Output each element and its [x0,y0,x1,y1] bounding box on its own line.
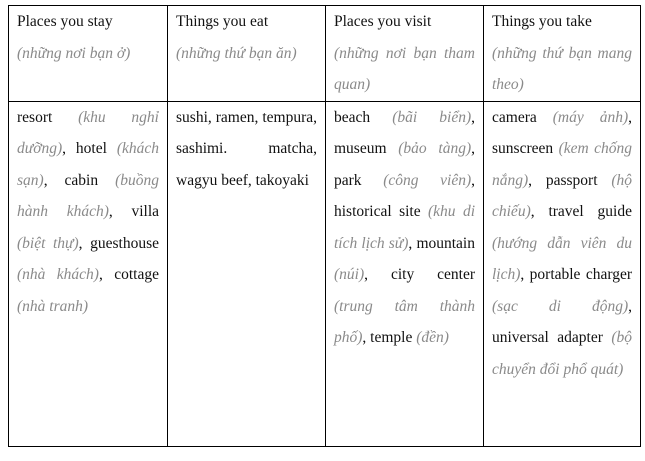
vocab-translation: (bảo tàng) [398,140,472,157]
vocab-word: museum [334,140,387,157]
vocab-word: universal adapter [492,329,603,346]
vocab-translation: (khách sạn) [17,140,159,189]
vocab-word: portable charger [529,266,632,283]
header-cell-stay [9,6,168,102]
column-title-eat: Things you eat [176,13,269,30]
column-title-visit: Places you visit [334,13,432,30]
vocab-separator: , [628,297,632,315]
vocab-translation: (bãi biển) [392,108,472,126]
vocab-word: temple [370,329,413,346]
vocabulary-table [8,5,641,447]
body-row [9,101,641,446]
cell-stay [9,101,168,446]
vocab-word: park [334,171,362,189]
vocab-word: villa [131,203,160,220]
cell-visit [326,101,484,446]
vocab-word: resort [17,108,53,126]
vocab-translation: (kem chống nắng) [492,140,632,189]
vocab-separator: , [471,171,475,189]
vocab-separator: , [62,140,76,157]
vocab-word: hotel [75,140,107,157]
vocab-separator: , [530,203,549,220]
vocab-separator: , [520,266,530,283]
header-cell-eat [168,6,326,102]
column-title-take: Things you take [492,13,592,30]
vocab-separator: , [528,171,546,189]
vocab-separator: , [471,108,475,126]
vocab-separator: , [362,329,371,346]
vocab-separator: , [108,203,132,220]
vocab-word: cottage [114,266,159,283]
vocab-separator: , [408,234,417,252]
vocab-word: guesthouse [90,234,159,252]
column-title-stay: Places you stay [17,13,113,30]
column-subtitle-eat: (những thứ bạn ăn) [176,44,297,62]
header-cell-visit [326,6,484,102]
vocab-translation: (biệt thự) [17,234,79,252]
vocab-word: mountain [416,234,475,252]
vocab-translation: (trung tâm thành phố) [334,297,475,346]
vocab-translation: (hộ chiếu) [492,171,633,220]
vocab-separator: , [364,266,391,283]
vocab-separator: , [471,140,475,157]
column-subtitle-take: (những thứ bạn mang theo) [492,44,632,93]
vocab-translation: (nhà khách) [17,266,99,283]
vocab-translation: (núi) [334,266,365,283]
vocab-translation: (khu nghỉ dưỡng) [17,108,159,157]
vocab-word: camera [492,108,537,126]
cell-eat [168,101,326,446]
vocab-word: city center [390,266,475,283]
vocab-word: passport [545,171,598,189]
vocab-translation: (hướng dẫn viên du lịch) [492,234,632,283]
vocab-separator: , [78,234,91,252]
vocab-word: beach [334,108,371,126]
header-row [9,6,641,102]
vocab-translation: (sạc di động) [492,297,629,315]
vocab-translation: (đền) [416,329,449,346]
vocab-translation: (khu di tích lịch sử) [334,203,476,252]
vocab-translation: (buồng hành khách) [17,171,160,220]
column-subtitle-visit: (những nơi bạn tham quan) [334,44,475,93]
header-cell-take [484,6,641,102]
column-subtitle-stay: (những nơi bạn ở) [17,44,131,62]
vocab-translation: (bộ chuyển đổi phổ quát) [492,329,632,378]
vocab-separator: , [98,266,115,283]
vocab-translation: (nhà tranh) [17,297,89,315]
vocab-translation: (máy ảnh) [552,108,629,126]
vocab-translation: (công viên) [383,171,472,189]
vocab-separator: , [43,171,65,189]
vocab-separator: , [628,108,632,126]
vocab-word: travel guide [548,203,632,220]
cell-take [484,101,641,446]
vocab-word: cabin [64,171,99,189]
eat-list-text: sushi, ramen, tempura, sashimi. matcha, wagyu beef, takoyaki [176,108,317,189]
vocab-word: sunscreen [492,140,554,157]
vocab-word: historical site [334,203,421,220]
